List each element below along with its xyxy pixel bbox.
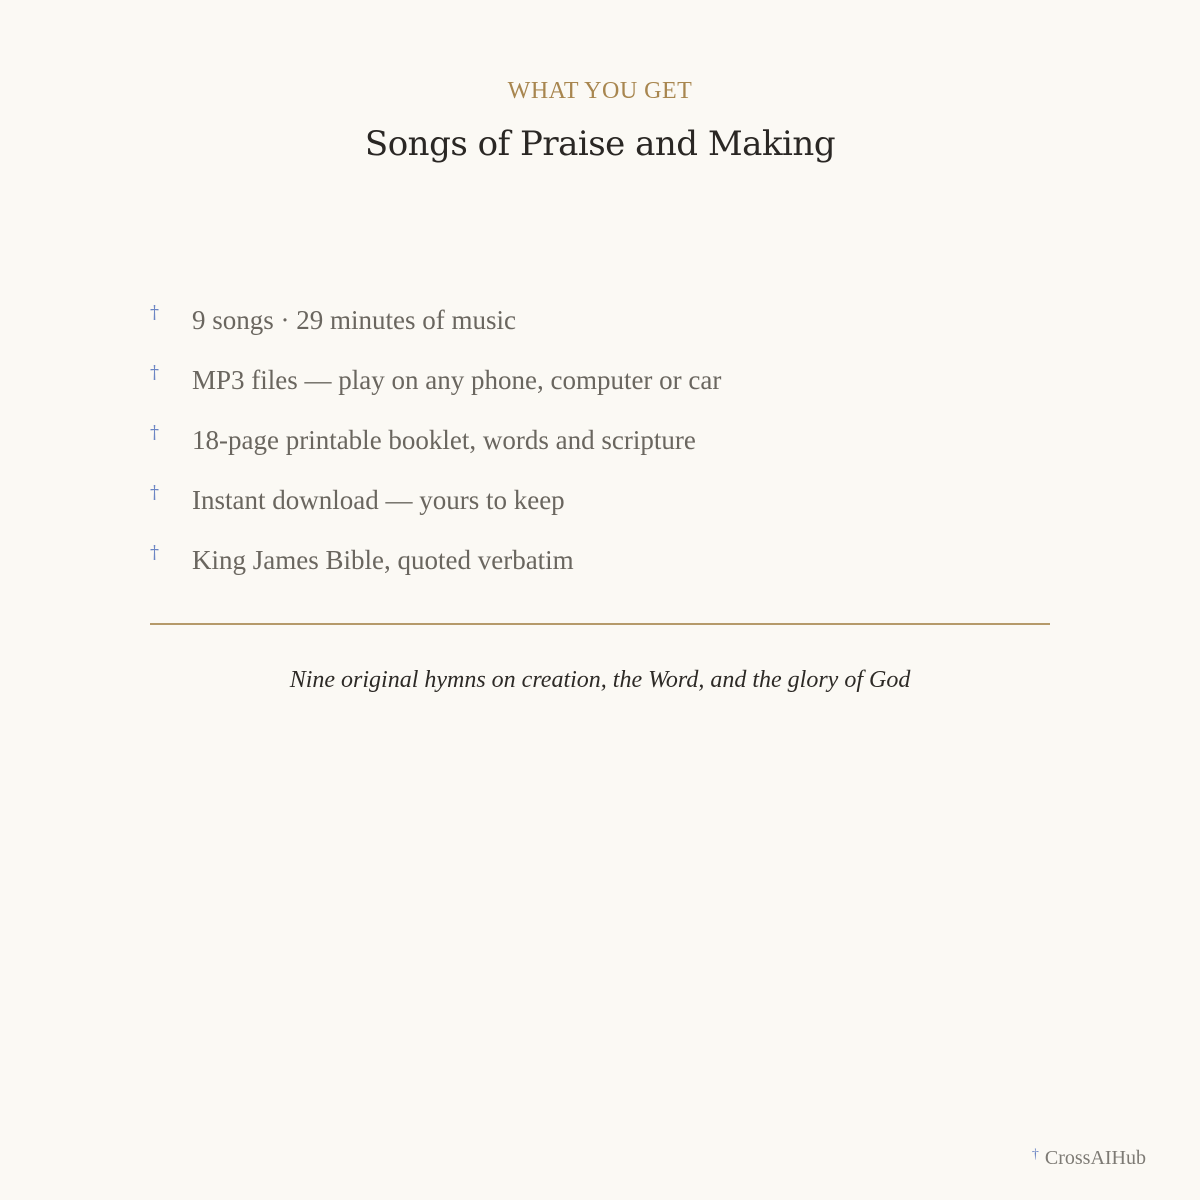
list-item <box>150 300 1050 360</box>
feature-text: 18-page printable booklet, words and scripture <box>192 425 696 455</box>
eyebrow-label: WHAT YOU GET <box>507 78 693 104</box>
feature-text: 9 songs · 29 minutes of music <box>192 305 516 335</box>
tagline: Nine original hymns on creation, the Word, and the glory of God <box>289 667 911 693</box>
cross-icon: † <box>150 302 159 323</box>
feature-text: King James Bible, quoted verbatim <box>192 545 574 575</box>
feature-text: Instant download — yours to keep <box>192 485 565 515</box>
list-item <box>150 360 1050 420</box>
feature-text: MP3 files — play on any phone, computer or car <box>192 365 722 395</box>
list-item <box>150 420 1050 480</box>
feature-list <box>150 300 1050 600</box>
divider <box>150 623 1050 625</box>
brand-mark <box>1032 1147 1146 1170</box>
brand-name: CrossAIHub <box>1044 1147 1146 1169</box>
list-item <box>150 480 1050 540</box>
cross-icon: † <box>150 482 159 503</box>
cross-icon: † <box>1031 1147 1039 1162</box>
list-item <box>150 540 1050 600</box>
cross-icon: † <box>150 362 159 383</box>
cross-icon: † <box>150 542 159 563</box>
page-title: Songs of Praise and Making <box>364 124 836 164</box>
cross-icon: † <box>150 422 159 443</box>
